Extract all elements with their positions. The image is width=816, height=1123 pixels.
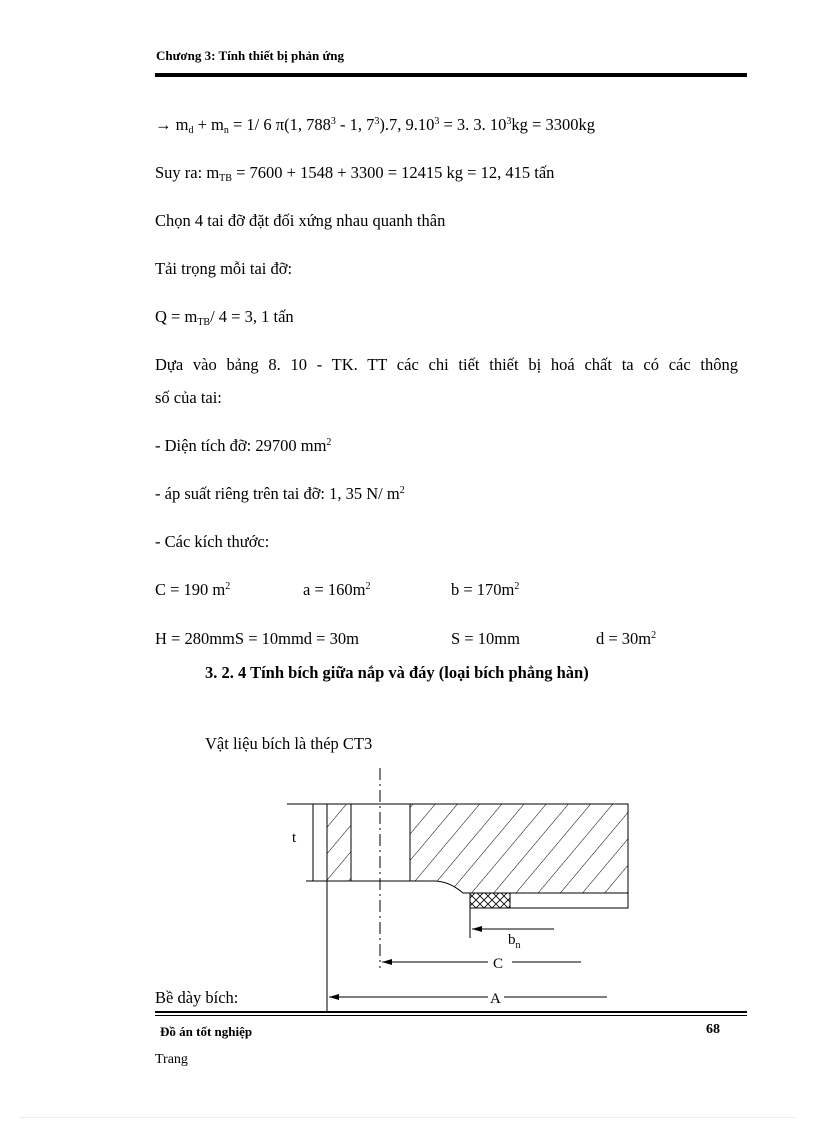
section-heading: 3. 2. 4 Tính bích giữa nắp và đáy (loại bích phẳng hàn) xyxy=(205,663,589,682)
dimension-a: $a = 160m^2$ xyxy=(303,580,371,599)
page-number: 68 xyxy=(706,1022,720,1037)
flange-left-section xyxy=(327,804,351,881)
mass-equation-line: → $m_d + m_n = 1/$ 6 π(1, $788^3 - 1$, $7^3).7$, $9.10^3 = 3$. 3. $10^3kg = 3300kg$ xyxy=(155,115,595,136)
label-bn: $b_n$ xyxy=(508,932,521,951)
load-heading-line: Tải trọng mỗi tai đỡ: xyxy=(155,259,293,278)
bn-arrowhead xyxy=(472,926,482,932)
table-reference-continuation: số của tai: xyxy=(155,388,222,407)
label-t: t xyxy=(292,830,297,846)
dimensions-heading-line: - Các kích thước: xyxy=(155,532,270,551)
page-bottom-dotted-border xyxy=(20,1117,796,1118)
pressure-line: - áp suất riêng trên tai đỡ: 1, 35 N/ $m^2$ xyxy=(155,484,405,503)
c-arrowhead xyxy=(382,959,392,965)
arrow-icon: → xyxy=(155,115,172,134)
flange-body-section xyxy=(410,804,628,893)
gasket-section xyxy=(470,893,510,908)
a-arrowhead xyxy=(329,994,339,1000)
flange-lip xyxy=(510,893,628,908)
thickness-line: Bề dày bích: xyxy=(155,988,239,1007)
footer-rule-thin xyxy=(155,1015,747,1016)
support-choice-line: Chọn 4 tai đỡ đặt đối xứng nhau quanh thân xyxy=(155,211,446,230)
dimension-c: C = 190 $m^2$ xyxy=(155,580,231,599)
load-equation-line: $Q = m_{TB}/$ 4 = 3, 1 tấn xyxy=(155,307,294,328)
label-a: A xyxy=(490,991,501,1007)
dimension-h-row: H = 280mmS = 10mmd = 30m xyxy=(155,629,359,648)
label-c: C xyxy=(493,956,504,972)
total-mass-line: Suy ra: $m_{TB} = 7600 + 1548 + 3300 = 12415$ kg = 12, 415 tấn xyxy=(155,163,555,184)
footer-title: Đồ án tốt nghiệp xyxy=(160,1024,253,1039)
footer-page-label: Trang xyxy=(155,1052,188,1067)
dimension-s: S = 10mm xyxy=(451,629,520,648)
table-reference-line: Dựa vào bảng 8. 10 - TK. TT các chi tiết thiết bị hoá chất ta có các thông xyxy=(155,355,738,374)
support-area-line: - Diện tích đỡ: 29700 $mm^2$ xyxy=(155,436,332,455)
material-line: Vật liệu bích là thép CT3 xyxy=(205,734,373,753)
dimension-b: $b = 170m^2$ xyxy=(451,580,520,599)
footer-rule-thick xyxy=(155,1011,747,1013)
dimension-d: $d = 30m^2$ xyxy=(596,629,657,648)
page-header-title: Chương 3: Tính thiết bị phản ứng xyxy=(156,48,345,63)
